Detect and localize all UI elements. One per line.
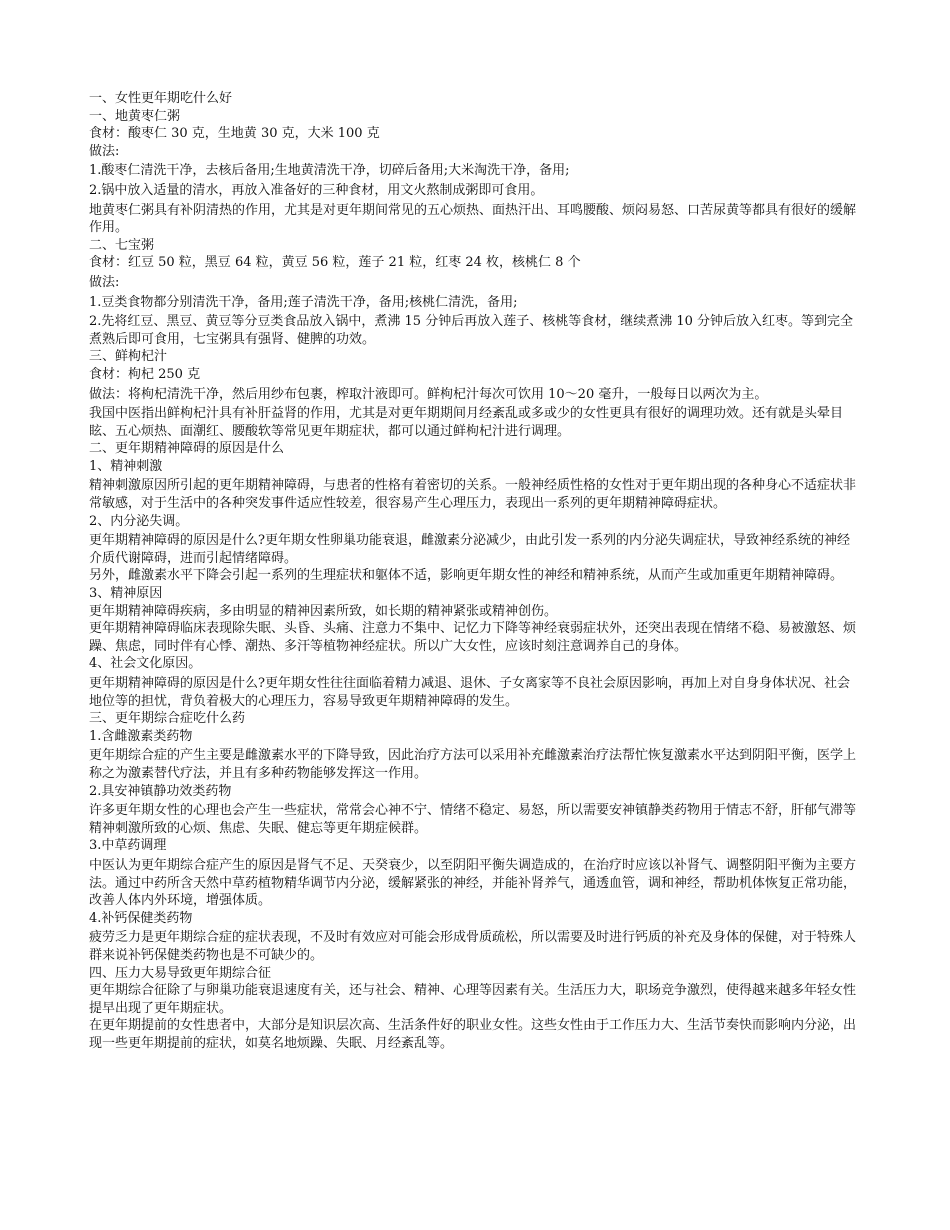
subsection-heading: 三、鲜枸杞汁 (89, 349, 168, 365)
method-label: 做法: (89, 274, 120, 290)
paragraph: 更年期精神障碍的原因是什么?更年期女性卵巢功能衰退，雌激素分泌减少，由此引发一系列的内分泌失调症状，导致神经系统的神经介质代谢障碍，进而引起情绪障碍。 (89, 533, 850, 566)
paragraph: 许多更年期女性的心理也会产生一些症状，常常会心神不宁、情绪不稳定、易怒，所以需要安神镇静类药物用于情志不舒，肝郁气滞等精神刺激所致的心烦、焦虑、失眠、健忘等更年期症候群。 (89, 803, 857, 836)
paragraph: 疲劳乏力是更年期综合症的症状表现，不及时有效应对可能会形成骨质疏松，所以需要及时进行钙质的补充及身体的保健，对于特殊人群来说补钙保健类药物也是不可缺少的。 (89, 930, 857, 963)
paragraph: 更年期综合征除了与卵巢功能衰退速度有关，还与社会、精神、心理等因素有关。生活压力大，职场竞争激烈，使得越来越多年轻女性提早出现了更年期症状。 (89, 983, 857, 1016)
paragraph: 我国中医指出鲜枸杞汁具有补肝益肾的作用，尤其是对更年期期间月经紊乱或多或少的女性更具有很好的调理功效。还有就是头晕目眩、五心烦热、面潮红、腰酸软等常见更年期症状，都可以通过鲜枸杞汁进行调理。 (89, 406, 844, 439)
paragraph: 更年期精神障碍临床表现除失眠、头昏、头痛、注意力不集中、记忆力下降等神经衰弱症状外，还突出表现在情绪不稳、易被激怒、烦躁、焦虑，同时伴有心悸、潮热、多汗等植物神经症状。所以广大女性，应该时刻注意调养自己的身体。 (89, 621, 857, 654)
step-item: 2.先将红豆、黑豆、黄豆等分豆类食品放入锅中，煮沸 15 分钟后再放入莲子、核桃等食材，继续煮沸 10 分钟后放入红枣。等到完全煮熟后即可食用，七宝粥具有强肾、健脾的功效。 (89, 314, 854, 347)
step-item: 1.酸枣仁清洗干净，去核后备用;生地黄清洗干净，切碎后备用;大米淘洗干净，备用; (89, 163, 570, 179)
subsection-heading: 1.含雌激素类药物 (89, 728, 193, 744)
step-item: 2.锅中放入适量的清水，再放入准备好的三种食材，用文火熬制成粥即可食用。 (89, 182, 544, 198)
subsection-heading: 一、地黄枣仁粥 (89, 108, 181, 124)
subsection-heading: 4、社会文化原因。 (89, 656, 202, 672)
document-body (89, 90, 861, 1052)
section-heading: 二、更年期精神障碍的原因是什么 (89, 441, 285, 457)
paragraph: 做法：将枸杞清洗干净，然后用纱布包裹，榨取汁液即可。鲜枸杞汁每次可饮用 10～20 毫升，一般每日以两次为主。 (89, 386, 768, 402)
subsection-heading: 2、内分泌失调。 (89, 513, 189, 529)
section-heading: 三、更年期综合症吃什么药 (89, 711, 246, 727)
paragraph: 在更年期提前的女性患者中，大部分是知识层次高、生活条件好的职业女性。这些女性由于工作压力大、生活节奏快而影响内分泌，出现一些更年期提前的症状，如莫名地烦躁、失眠、月经紊乱等。 (89, 1018, 857, 1051)
subsection-heading: 二、七宝粥 (89, 237, 155, 253)
paragraph: 精神刺激原因所引起的更年期精神障碍，与患者的性格有着密切的关系。一般神经质性格的女性对于更年期出现的各种身心不适症状非常敏感，对于生活中的各种突发事件适应性较差，很容易产生心理压力，表现出一系列的更年期精神障碍症状。 (89, 478, 857, 512)
subsection-heading: 3.中草药调理 (89, 838, 167, 854)
ingredients-line: 食材：酸枣仁 30 克，生地黄 30 克，大米 100 克 (89, 126, 380, 142)
paragraph: 更年期综合症的产生主要是雌激素水平的下降导致，因此治疗方法可以采用补充雌激素治疗法帮忙恢复激素水平达到阴阳平衡，医学上称之为激素替代疗法，并且有多种药物能够发挥这一作用。 (89, 748, 857, 781)
subsection-heading: 2.具安神镇静功效类药物 (89, 783, 232, 799)
section-heading: 一、女性更年期吃什么好 (89, 91, 233, 106)
ingredients-line: 食材：红豆 50 粒，黑豆 64 粒，黄豆 56 粒，莲子 21 粒，红枣 24 枚，核桃仁 8 个 (89, 255, 581, 271)
subsection-heading: 1、精神刺激 (89, 458, 163, 474)
paragraph: 另外，雌激素水平下降会引起一系列的生理症状和躯体不适，影响更年期女性的神经和精神系统，从而产生或加重更年期精神障碍。 (89, 568, 844, 584)
paragraph: 中医认为更年期综合症产生的原因是肾气不足、天癸衰少，以至阴阳平衡失调造成的，在治疗时应该以补肾气、调整阴阳平衡为主要方法。通过中药所含天然中草药植物精华调节内分泌，缓解紧张的神经，并能补肾养气，通透血管，调和神经，帮助机体恢复正常功能，改善人体内外环境，增强体质。 (89, 857, 857, 909)
subsection-heading: 4.补钙保健类药物 (89, 910, 193, 926)
paragraph: 地黄枣仁粥具有补阴清热的作用，尤其是对更年期间常见的五心烦热、面热汗出、耳鸣腰酸、烦闷易怒、口苦尿黄等都具有很好的缓解作用。 (89, 202, 857, 236)
paragraph: 更年期精神障碍的原因是什么?更年期女性往往面临着精力减退、退休、子女离家等不良社会原因影响，再加上对自身身体状况、社会地位等的担忧，背负着极大的心理压力，容易导致更年期精神障碍的发生。 (89, 676, 850, 709)
step-item: 1.豆类食物都分别清洗干净，备用;莲子清洗干净，备用;核桃仁清洗，备用; (89, 294, 518, 310)
subsection-heading: 3、精神原因 (89, 586, 163, 602)
ingredients-line: 食材：枸杞 250 克 (89, 366, 201, 382)
paragraph: 更年期精神障碍疾病，多由明显的精神因素所致，如长期的精神紧张或精神创伤。 (89, 603, 558, 619)
section-heading: 四、压力大易导致更年期综合征 (89, 965, 272, 981)
method-label: 做法: (89, 143, 120, 159)
